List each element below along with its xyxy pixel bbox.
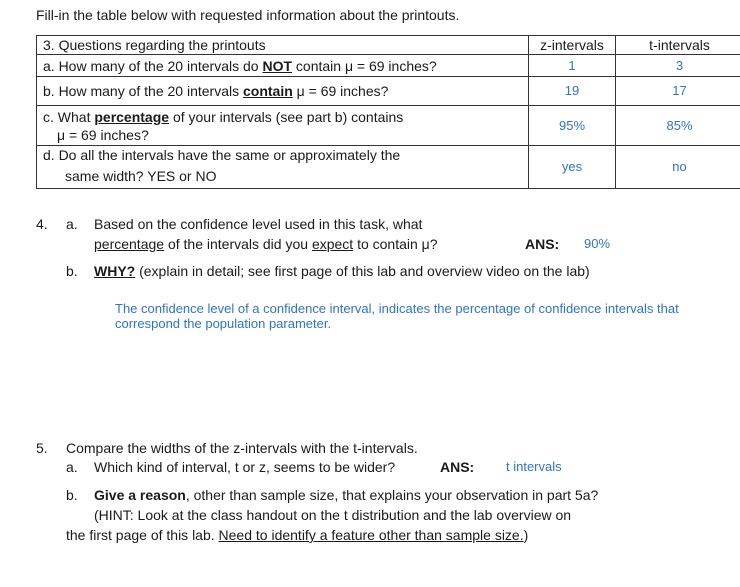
- q4b-label: b.: [66, 263, 78, 279]
- q5b-line2: (HINT: Look at the class handout on the t distribution and the lab overview on: [94, 507, 572, 523]
- table-row: [37, 146, 740, 189]
- table-header-row: [37, 36, 740, 55]
- z-value-b[interactable]: 19: [529, 77, 616, 106]
- question-b: b. How many of the 20 intervals contain μ = 69 inches?: [37, 77, 529, 106]
- t-value-c[interactable]: 85%: [616, 106, 740, 146]
- q4-ans-label: ANS:: [525, 236, 560, 252]
- q4b-answer-line2[interactable]: correspond the population parameter.: [115, 316, 332, 331]
- z-value-c[interactable]: 95%: [529, 106, 616, 146]
- t-value-a[interactable]: 3: [616, 55, 740, 77]
- question-d: d. Do all the intervals have the same or approximately the same width? YES or NO: [37, 146, 529, 189]
- header-z-intervals: z-intervals: [529, 36, 616, 55]
- table-row: [37, 55, 740, 77]
- q4-ans-value[interactable]: 90%: [584, 236, 611, 251]
- q5a-label: a.: [66, 459, 78, 475]
- table-row: [37, 106, 740, 146]
- question-c: c. What percentage of your intervals (see part b) contains μ = 69 inches?: [37, 106, 529, 146]
- question-a: a. How many of the 20 intervals do NOT contain μ = 69 inches?: [37, 55, 529, 77]
- printouts-table: [36, 35, 740, 189]
- q5b-line3: the first page of this lab. Need to identify a feature other than sample size.): [66, 527, 529, 543]
- table-row: [37, 77, 740, 106]
- q5b-line1: Give a reason, other than sample size, that explains your observation in part 5a?: [94, 487, 599, 503]
- intro-text: Fill-in the table below with requested information about the printouts.: [36, 7, 460, 23]
- q4b-answer-line1[interactable]: The confidence level of a confidence interval, indicates the percentage of confidence intervals that: [115, 301, 679, 316]
- q4a-label: a.: [66, 216, 78, 232]
- q5a-text: Which kind of interval, t or z, seems to be wider?: [94, 459, 396, 475]
- t-value-b[interactable]: 17: [616, 77, 740, 106]
- z-value-a[interactable]: 1: [529, 55, 616, 77]
- t-value-d[interactable]: no: [616, 146, 740, 189]
- q5b-label: b.: [66, 487, 78, 503]
- q5-intro: Compare the widths of the z-intervals with the t-intervals.: [66, 440, 418, 456]
- q5-number: 5.: [36, 440, 48, 456]
- q5-ans-label: ANS:: [440, 459, 475, 475]
- z-value-d[interactable]: yes: [529, 146, 616, 189]
- q4b-prompt: WHY? (explain in detail; see first page of this lab and overview video on the lab): [94, 263, 590, 279]
- q5-ans-value[interactable]: t intervals: [506, 459, 562, 474]
- q4a-line2: percentage of the intervals did you expect to contain μ?: [94, 236, 438, 252]
- q4a-line1: Based on the confidence level used in this task, what: [94, 216, 423, 232]
- q4-number: 4.: [36, 216, 48, 232]
- header-questions: 3. Questions regarding the printouts: [37, 36, 529, 55]
- header-t-intervals: t-intervals: [616, 36, 740, 55]
